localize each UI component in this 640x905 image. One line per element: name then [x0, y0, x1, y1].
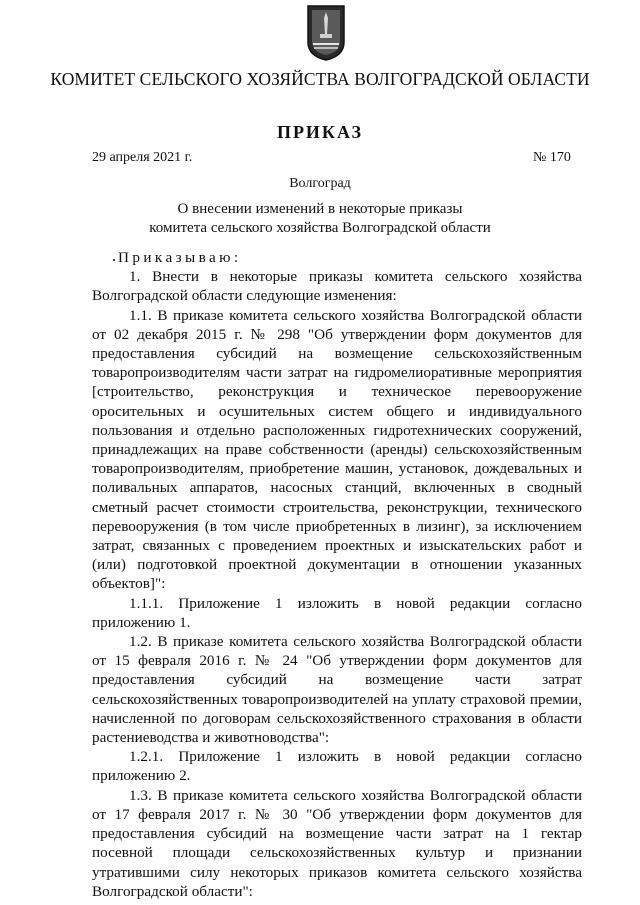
paragraph-1: 1. Внести в некоторые приказы комитета сельского хозяйства Волгоградской области следующие изменения: — [92, 268, 582, 305]
paragraph-1-1-1: 1.1.1. Приложение 1 изложить в новой редакции согласно приложению 1. — [92, 594, 582, 631]
document-date: 29 апреля 2021 г. — [92, 150, 193, 165]
organization-title: КОМИТЕТ СЕЛЬСКОГО ХОЗЯЙСТВА ВОЛГОГРАДСКОЙ ОБЛАСТИ — [50, 69, 590, 89]
document-subject — [0, 200, 640, 238]
paragraph-1-3: 1.3. В приказе комитета сельского хозяйства Волгоградской области от 17 февраля 2017 г. № 30 "Об утверждении форм документов для предоставления субсидий на возмещение части затрат на 1 гектар посевной площади сельскохозяйственных культур и признании утратившими силу некоторых приказов комитета сельского хозяйства Волгоградской области": — [92, 786, 582, 900]
paragraph-1-1: 1.1. В приказе комитета сельского хозяйства Волгоградской области от 02 декабря 2015 г. № 298 "Об утверждении форм документов для предоставления субсидий на возмещение сельскохозяйственным товаропроизводителям части затрат на гидромелиоративные мероприятия [строительство, реконструкция и техническое перевооружение оросительных и осушительных систем общего и индивидуального пользования и отдельно расположенных гидротехнических сооружений, принадлежащих на праве собственности (аренды) сельскохозяйственным товаропроизводителям, приобретение машин, установок, дождевальных и поливальных аппаратов, насосных станций, включенных в сводный сметный расчет стоимости строительства, реконструкции, технического перевооружения (в том числе приобретенных в лизинг), за исключением затрат, связанных с проведением проектных и изыскательских работ и (или) подготовкой проектной документации в отношении указанных объектов]": — [92, 306, 582, 593]
document-body — [92, 248, 582, 901]
paragraph-1-2-1: 1.2.1. Приложение 1 изложить в новой редакции согласно приложению 2. — [92, 748, 582, 785]
document-number: № 170 — [533, 150, 571, 165]
subject-line-1: О внесении изменений в некоторые приказы — [177, 201, 463, 217]
coat-of-arms-icon — [306, 4, 346, 62]
document-type: ПРИКАЗ — [276, 122, 364, 142]
subject-line-2: комитета сельского хозяйства Волгоградской области — [149, 220, 491, 236]
order-word: Приказываю: — [118, 249, 242, 266]
paragraph-1-2: 1.2. В приказе комитета сельского хозяйства Волгоградской области от 15 февраля 2016 г. № 24 "Об утверждении форм документов для предоставления субсидий на возмещение части затрат сельскохозяйственных товаропроизводителей на уплату страховой премии, начисленной по договорам сельскохозяйственного страхования в области растениеводства и животноводства": — [92, 633, 582, 747]
document-city: Волгоград — [289, 176, 351, 191]
